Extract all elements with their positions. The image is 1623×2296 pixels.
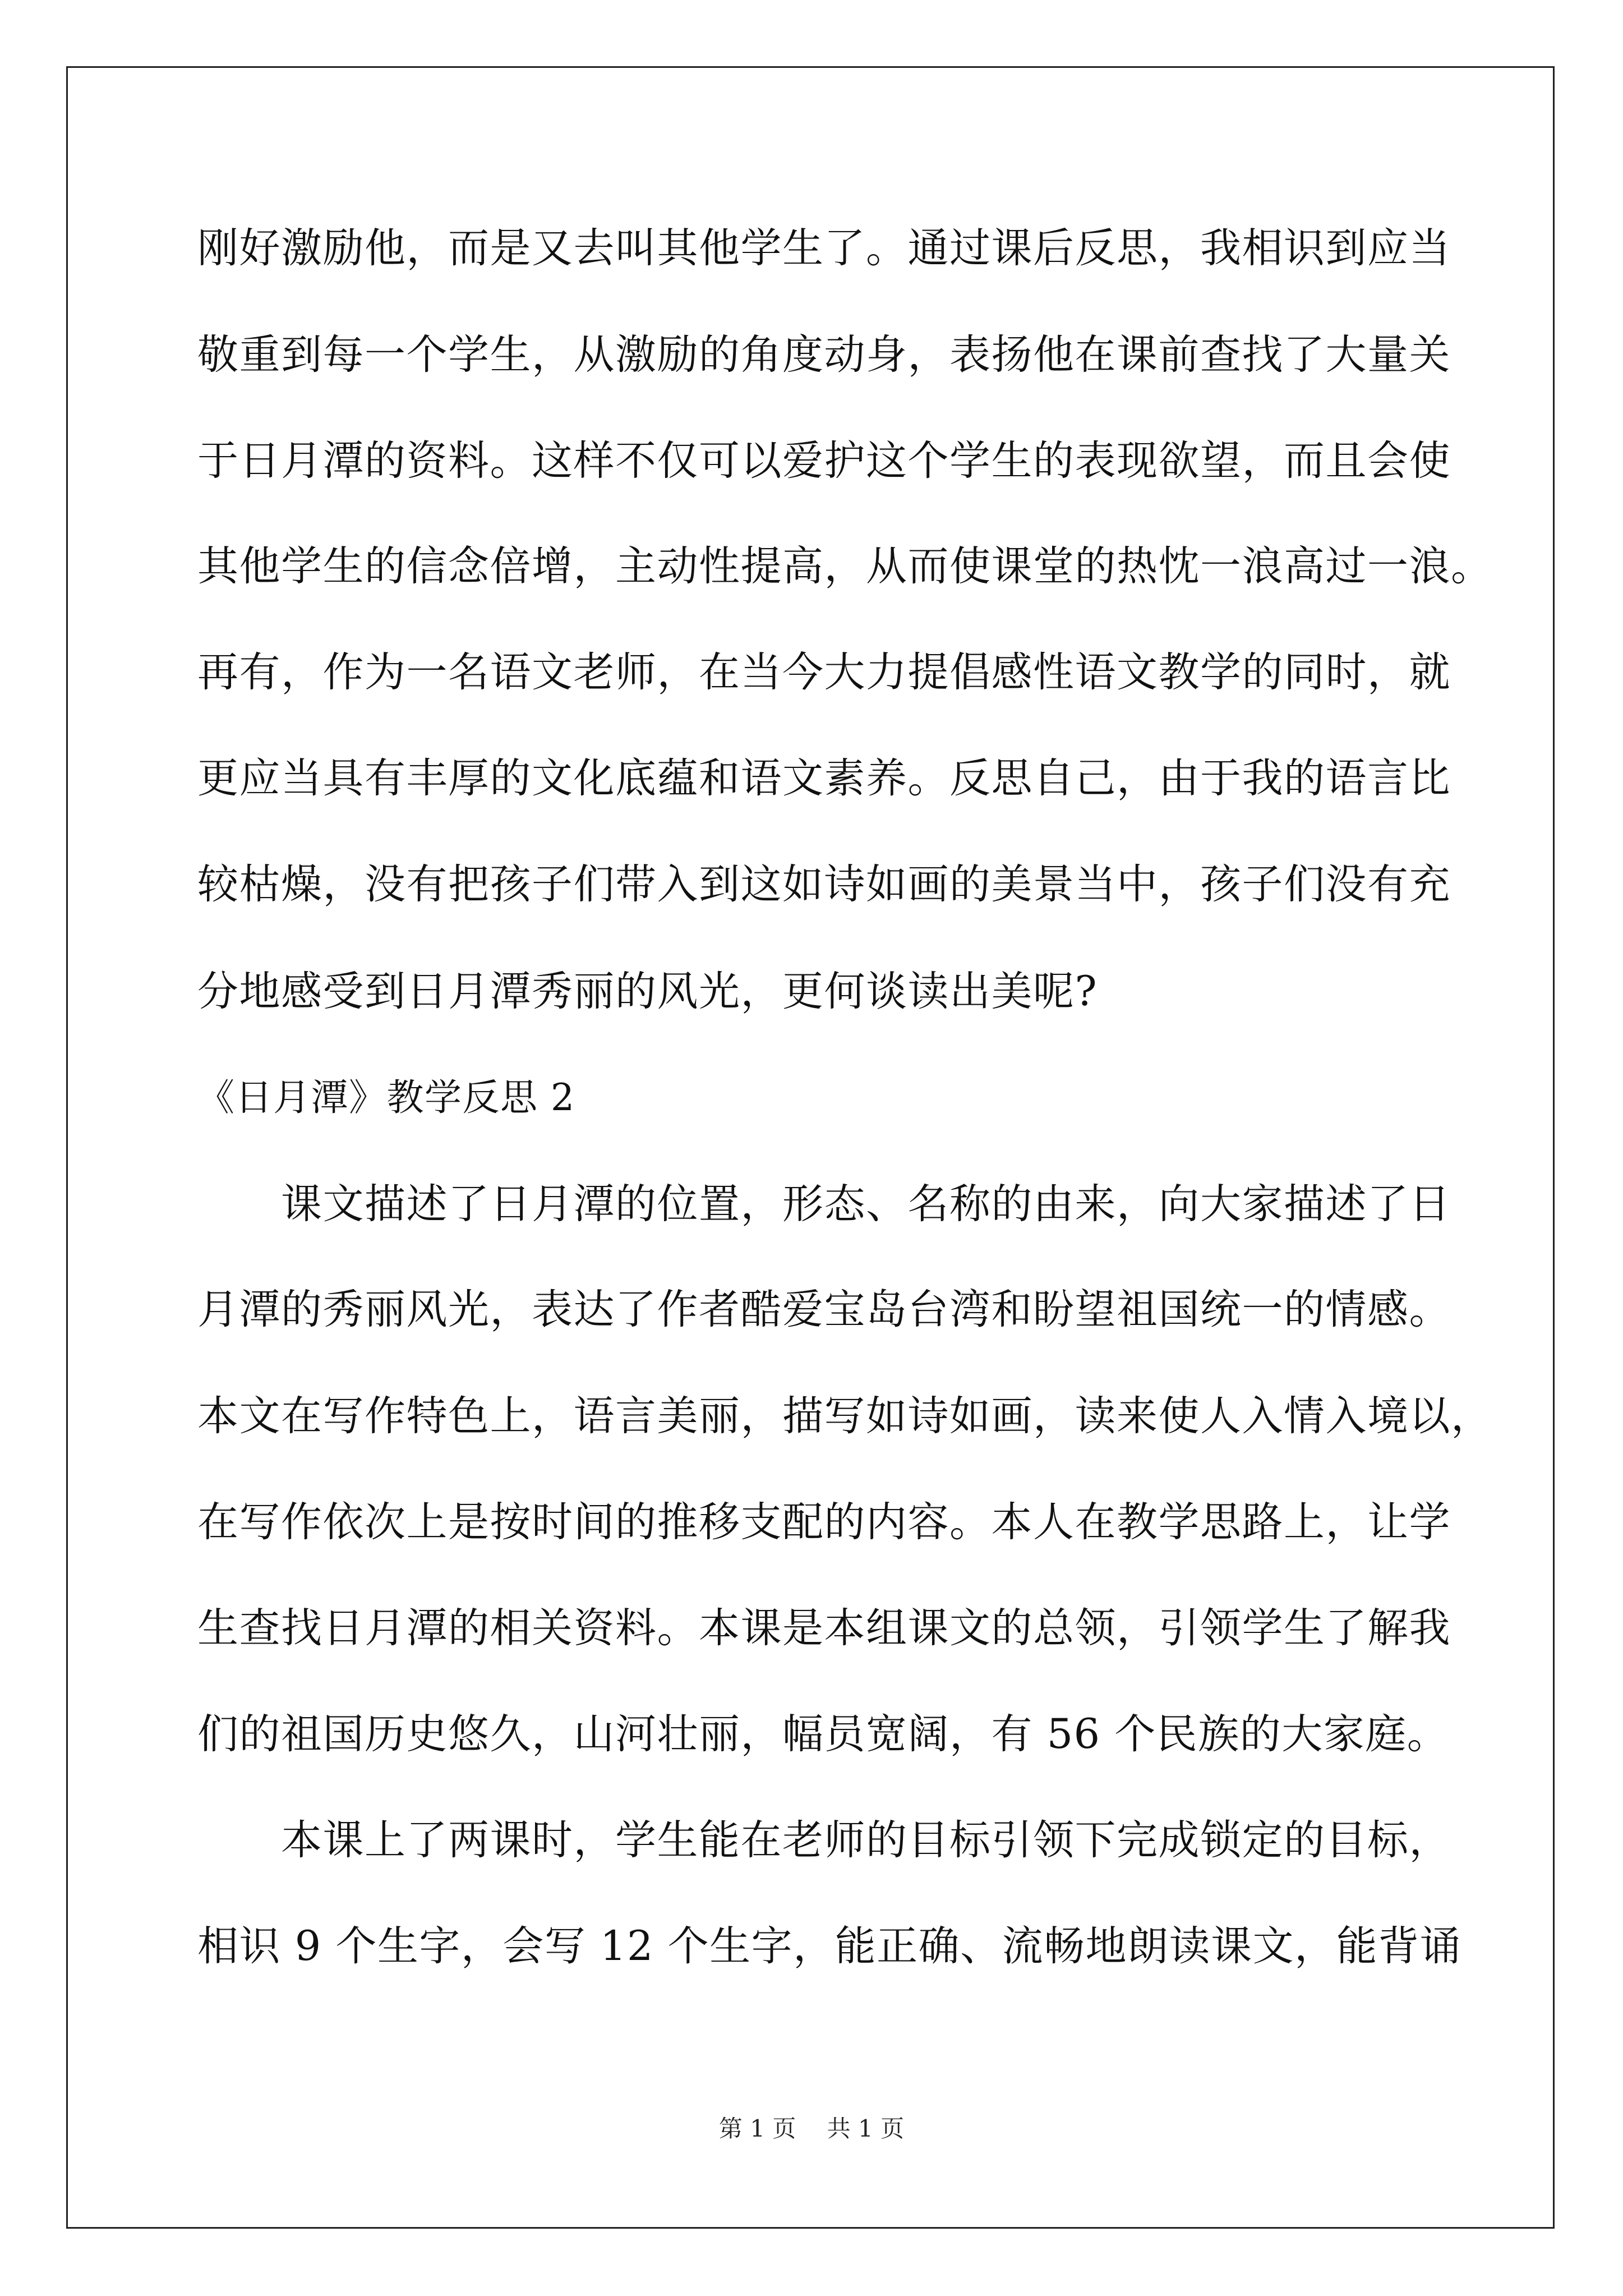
page-footer: 第 1 页 共 1 页: [718, 2115, 905, 2142]
paragraph-line: 更应当具有丰厚的文化底蕴和语文素养。反思自己，由于我的语言比: [197, 754, 1451, 802]
paragraph-line: 分地感受到日月潭秀丽的风光，更何谈读出美呢?: [197, 968, 1098, 1015]
paragraph-line: 生查找日月潭的相关资料。本课是本组课文的总领，引领学生了解我: [197, 1604, 1451, 1652]
paragraph-line: 相识 9 个生字，会写 12 个生字，能正确、流畅地朗读课文，能背诵: [197, 1922, 1462, 1970]
paragraph-line: 在写作依次上是按时间的推移支配的内容。本人在教学思路上，让学: [197, 1498, 1451, 1546]
paragraph-line: 再有，作为一名语文老师，在当今大力提倡感性语文教学的同时，就: [197, 648, 1451, 696]
paragraph-line: 本课上了两课时，学生能在老师的目标引领下完成锁定的目标，: [197, 1816, 1451, 1864]
paragraph-line: 刚好激励他，而是又去叫其他学生了。通过课后反思，我相识到应当: [197, 224, 1451, 272]
paragraph-line: 月潭的秀丽风光，表达了作者酷爱宝岛台湾和盼望祖国统一的情感。: [197, 1286, 1451, 1333]
paragraph-line: 课文描述了日月潭的位置，形态、名称的由来，向大家描述了日: [197, 1180, 1451, 1228]
paragraph-line: 其他学生的信念倍增，主动性提高，从而使课堂的热忱一浪高过一浪。: [197, 542, 1493, 590]
paragraph-line: 们的祖国历史悠久，山河壮丽，幅员宽阔，有 56 个民族的大家庭。: [197, 1710, 1449, 1758]
page-border: [66, 66, 1555, 2229]
section-heading: 《日月潭》教学反思 2: [197, 1076, 575, 1119]
paragraph-line: 敬重到每一个学生，从激励的角度动身，表扬他在课前查找了大量关: [197, 331, 1451, 379]
paragraph-line: 于日月潭的资料。这样不仅可以爱护这个学生的表现欲望，而且会使: [197, 437, 1451, 485]
paragraph-line: 较枯燥，没有把孩子们带入到这如诗如画的美景当中，孩子们没有充: [197, 861, 1451, 908]
paragraph-line: 本文在写作特色上，语言美丽，描写如诗如画，读来使人入情入境以，: [197, 1392, 1493, 1440]
